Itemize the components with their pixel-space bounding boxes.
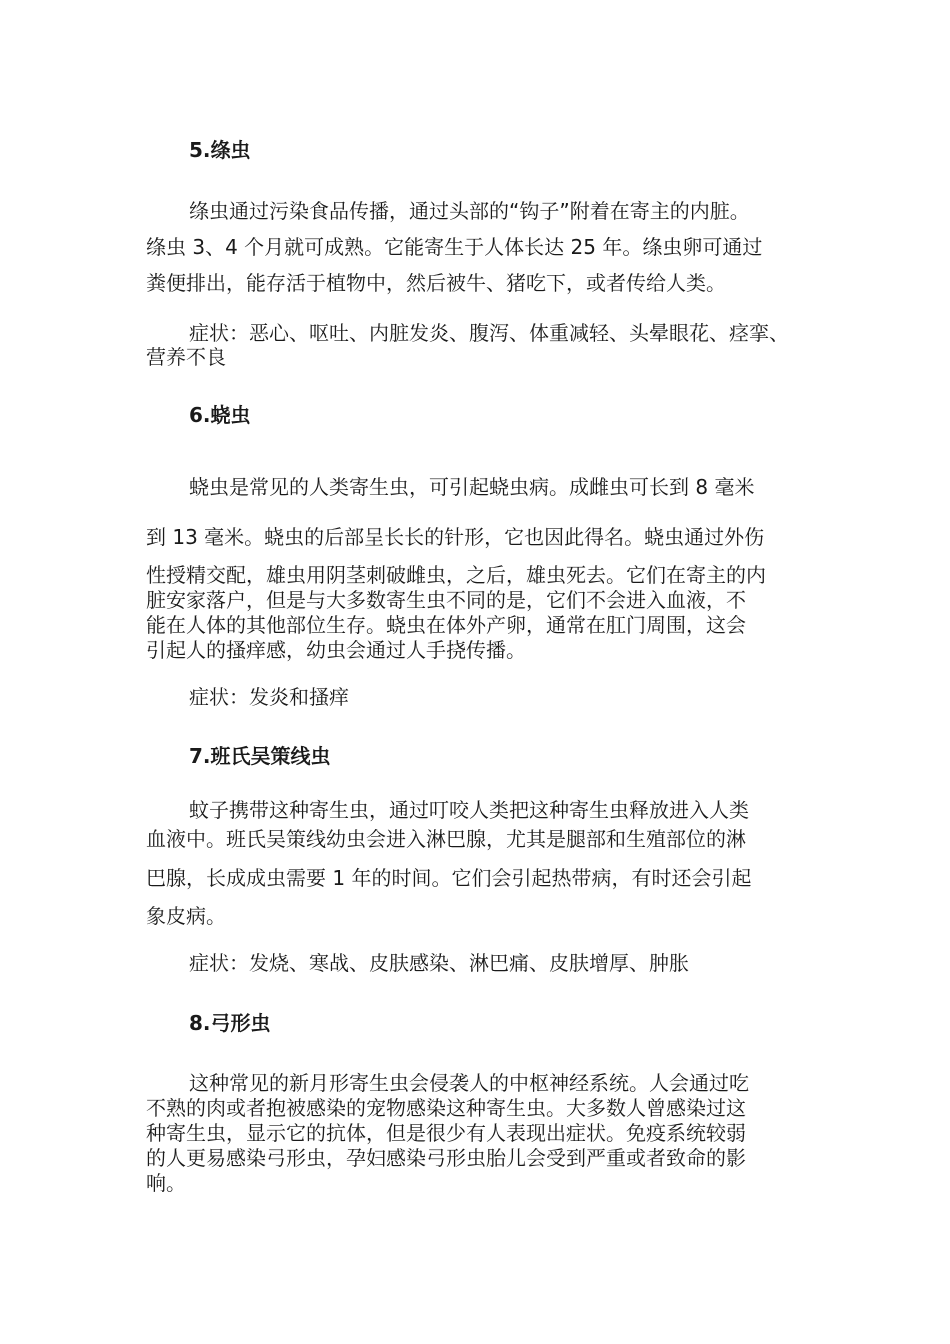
paragraph-line: 蚊子携带这种寄生虫，通过叮咬人类把这种寄生虫释放进入人类 xyxy=(189,798,749,822)
paragraph-line: 不熟的肉或者抱被感染的宠物感染这种寄生虫。大多数人曾感染过这 xyxy=(146,1096,746,1120)
section-heading-pinworm: 6.蛲虫 xyxy=(189,403,251,427)
section-heading-wuchereria: 7.班氏吴策线虫 xyxy=(189,744,331,768)
paragraph-line: 能在人体的其他部位生存。蛲虫在体外产卵，通常在肛门周围，这会 xyxy=(146,613,746,637)
paragraph-line: 蛲虫是常见的人类寄生虫，可引起蛲虫病。成雌虫可长到 8 毫米 xyxy=(189,475,755,499)
symptoms-line: 症状：恶心、呕吐、内脏发炎、腹泻、体重减轻、头晕眼花、痉挛、 xyxy=(189,321,789,345)
paragraph-line: 粪便排出，能存活于植物中，然后被牛、猪吃下，或者传给人类。 xyxy=(146,271,726,295)
paragraph-line: 绦虫通过污染食品传播，通过头部的“钩子”附着在寄主的内脏。 xyxy=(189,199,750,223)
paragraph-line: 引起人的搔痒感，幼虫会通过人手挠传播。 xyxy=(146,638,526,662)
paragraph-line: 性授精交配，雄虫用阴茎刺破雌虫，之后，雄虫死去。它们在寄主的内 xyxy=(146,563,766,587)
symptoms-line: 症状：发炎和搔痒 xyxy=(189,685,349,709)
paragraph-line: 巴腺，长成成虫需要 1 年的时间。它们会引起热带病，有时还会引起 xyxy=(146,866,752,890)
paragraph-line: 脏安家落户，但是与大多数寄生虫不同的是，它们不会进入血液，不 xyxy=(146,588,746,612)
symptoms-line: 营养不良 xyxy=(146,345,226,369)
symptoms-line: 症状：发烧、寒战、皮肤感染、淋巴痛、皮肤增厚、肿胀 xyxy=(189,951,689,975)
paragraph-line: 到 13 毫米。蛲虫的后部呈长长的针形，它也因此得名。蛲虫通过外伤 xyxy=(146,525,765,549)
paragraph-line: 的人更易感染弓形虫，孕妇感染弓形虫胎儿会受到严重或者致命的影 xyxy=(146,1146,746,1170)
section-heading-tapeworm: 5.绦虫 xyxy=(189,138,251,162)
paragraph-line: 绦虫 3、4 个月就可成熟。它能寄生于人体长达 25 年。绦虫卵可通过 xyxy=(146,235,763,259)
section-heading-toxoplasma: 8.弓形虫 xyxy=(189,1011,271,1035)
paragraph-line: 象皮病。 xyxy=(146,904,226,928)
paragraph-line: 响。 xyxy=(146,1171,186,1195)
paragraph-line: 种寄生虫，显示它的抗体，但是很少有人表现出症状。免疫系统较弱 xyxy=(146,1121,746,1145)
paragraph-line: 血液中。班氏吴策线幼虫会进入淋巴腺，尤其是腿部和生殖部位的淋 xyxy=(146,827,746,851)
paragraph-line: 这种常见的新月形寄生虫会侵袭人的中枢神经系统。人会通过吃 xyxy=(189,1071,749,1095)
